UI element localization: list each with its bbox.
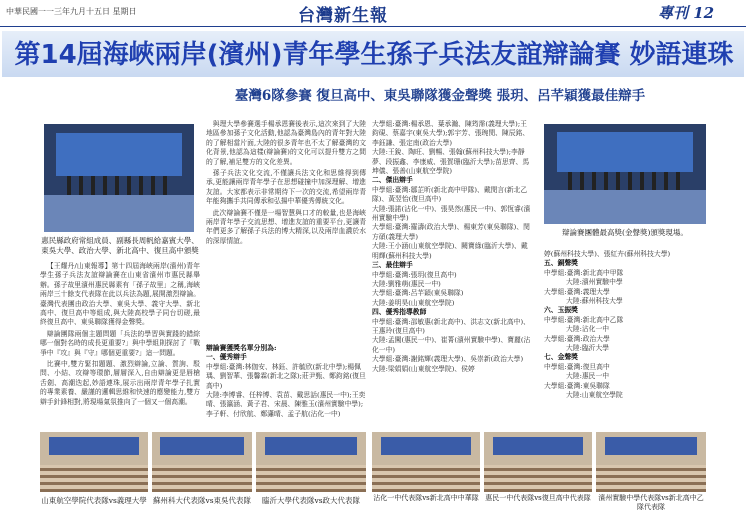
award-entry: 中學組:臺灣:鄒芷昕(新北高中甲隊)、戴閔言(新北乙隊)、黃翌怡(復旦高中): [372, 185, 528, 204]
awards-category: 一、優秀辯手: [206, 353, 247, 362]
photo-audience: [372, 465, 480, 492]
paragraph: 比賽中,雙方緊扣題題、激烈辯論,立論、質詢、駁問、小結、攻辯等環節,層層深入,自由辯論更是唇槍舌劍、高潮迭起,妙語連珠,展示出兩岸青年學子扎實的專業素養、嚴謹的邏輯思維和快速的應變能力,雙方辯手針鋒相對,將現場氣氛推向了一個又一個高潮。: [40, 360, 200, 406]
award-entry: 大學組:臺灣:呂芊穎(東吳聯隊): [372, 289, 464, 298]
photo-match-6: [596, 432, 706, 492]
award-entry: 大陸:濱州實驗中學: [566, 278, 623, 287]
photo-stage: [544, 190, 706, 224]
award-entry: 中學組:臺灣:新北高中甲隊: [544, 268, 624, 277]
awards-category: 七、金聲獎: [544, 353, 578, 362]
photo-match-2: [152, 432, 252, 492]
award-entry: 中學組:臺灣:林伽安、林鈺、許毓欣(新北中學);楊佩瑀、劉智華、張馨霖(新北之隊);莊尹甄、鄭鈞銘(復旦高中): [206, 362, 366, 390]
award-entry: 大陸:王銳、陶旺、劉暢、張翰(蘇州科技大學);李靜夢、段振鑫、李康威、張賀珊(臨沂大學);苗思齊、馬坤儀、張善(山東航空學院): [372, 148, 530, 176]
paragraph: 孫子兵法文化交流,不僅讓兵法文化和思維得到傳承,更能讓兩岸青年學子在思想碰撞中加深理解、增進友誼。大家都表示非常期待下一次的交流,希望兩岸青年能夠攜手共同傳承和弘揚中華優秀傳統文化。: [206, 169, 366, 206]
awards-category: 二、傑出辯手: [372, 176, 413, 185]
photo-audience: [40, 465, 148, 492]
award-entry: 大陸:張諾(沾化一中)、張昊然(惠民一中)、郭恆睿(濱州實驗中學): [372, 204, 531, 223]
award-entry: 大陸:李博睿、任梓博、袁苗、戴思話(惠民一中);王奕晴、張瀛涵、黃子君、宋晨、陳雅玉(濱州實驗中學);李子軒、付欣航、鄭瀟晴、孟子航(沾化一中): [206, 391, 366, 418]
award-entry: 大學組:臺灣:東吳聯隊: [544, 381, 610, 390]
caption-top-right: 辯論賽團體最高獎(金聲獎)頒獎現場。: [562, 228, 688, 237]
award-entry: 中學組:臺灣:新北高中乙隊: [544, 315, 624, 324]
photo-backdrop: [56, 133, 182, 176]
paragraph: 辯論團隊兩個主題問題「兵法的學習與實踐的錯綜哪一個對名時的成長更重要?」與中學組則探討了「戰爭中『攻』與『守』哪個更重要?」這一問題。: [40, 329, 200, 357]
award-entry: 中學組:臺灣:復旦高中: [544, 362, 610, 371]
photo-match-3: [256, 432, 366, 492]
caption-match-6: 濱州實驗中學代表隊vs新北高中乙隊代表隊: [598, 494, 704, 511]
award-entry: 大陸:梁娟娟(山東航空學院)、侯婷: [372, 364, 475, 373]
award-entry: 大陸:孟闖(惠民一中)、崔菁(濱州實驗中學)、寶麗(沾化一中): [372, 336, 531, 354]
award-entry: 大陸:山東航空學院: [566, 391, 623, 400]
photo-award-ceremony: [44, 124, 194, 232]
photo-backdrop: [605, 437, 697, 455]
award-entry: 大陸:臨沂大學: [566, 344, 610, 353]
photo-backdrop: [557, 132, 693, 172]
caption-top-left: 惠民縣政府常組成員、副縣長周帆給嘉賓大學、東吳大學、政治大學、新北高中、復旦高中頒獎: [41, 236, 199, 255]
award-entry: 大陸:姜明昊(山東航空學院): [372, 298, 455, 307]
awards-list-column-3: [372, 120, 532, 432]
photo-audience: [596, 465, 706, 492]
article-column-2: [206, 120, 366, 342]
photo-backdrop: [49, 437, 140, 455]
awards-list-start: [206, 344, 366, 432]
headline: 第14屆海峽兩岸(濱州)青年學生孫子兵法友誼辯論賽 妙語連珠: [14, 40, 734, 70]
photo-backdrop: [493, 437, 584, 455]
section-label: 專刊 12: [658, 4, 715, 22]
photo-backdrop: [160, 437, 244, 455]
photo-audience: [152, 465, 252, 492]
award-entry: 婷(蘇州科技大學)、張紅卉(蘇州科技大學): [544, 250, 671, 258]
awards-category: 六、玉振獎: [544, 306, 578, 315]
photo-audience: [256, 465, 366, 492]
award-entry: 大學組:臺灣:政治大學: [544, 334, 610, 343]
caption-match-2: 蘇州科大代表隊vs東吳代表隊: [152, 496, 252, 505]
caption-match-3: 臨沂大學代表隊vs政大代表隊: [261, 496, 361, 505]
photo-match-5: [484, 432, 592, 492]
photo-match-4: [372, 432, 480, 492]
paragraph: 【王耀丹/山東報導】第十四屆海峽兩岸(濱州)青年學生孫子兵法友誼辯論賽在山東省濱州市惠民縣舉辦。孫子故里濱州惠民縣素有「孫子故里」之稱,海峽兩岸三十餘支代表隊在此以兵法為題,展開激烈辯論。臺灣代表團由政治大學、東吳大學、義守大學、新北高中、復旦高中等組成,與大陸高校學子同台切磋,最終復旦高中、東吳聯隊獲得金聲獎。: [40, 262, 200, 327]
award-entry: 大學組:臺灣:楊承恩、葉承瀚、陳筠霈(義理大學);王鈞硯、蔡嘉宇(東吳大學);郭宇芳、張琬閔、陳辰銘、李鈺謙、張定南(政治大學): [372, 120, 530, 147]
photo-stage: [44, 195, 194, 232]
newspaper-name: 台灣新生報: [298, 6, 388, 26]
awards-list-column-4: [544, 250, 706, 430]
award-entry: 大陸:沾化一中: [566, 325, 610, 334]
awards-category: 四、優秀指導教師: [372, 308, 427, 317]
subheadline: 臺灣6隊參賽 復旦高中、東吳聯隊獲金聲獎 張玥、呂芊穎獲最佳辯手: [234, 88, 646, 104]
paragraph: 與理大學參賽選手楊承恩賽後表示,這次來到了大陸地區參加孫子文化活動,他認為臺灣島內的青年對大陸的了解相當片面,大陸的很多青年也不太了解臺灣的文化背景,他認為這樣(辯論賽)的文化可以提升雙方之間的了解,補足雙方的文化差異。: [206, 120, 366, 166]
award-entry: 大陸:蘇州科技大學: [566, 297, 623, 306]
award-entry: 大學組:臺灣:羅濤(政治大學)、楊東芳(東吳聯隊)、閔方碩(義理大學): [372, 223, 530, 241]
caption-match-1: 山東航空學院代表隊vs義理大學: [41, 496, 147, 505]
award-entry: 中學組:臺灣:張玥(復旦高中): [372, 270, 457, 279]
paragraph: 此次辯論賽不僅是一場智慧與口才的較量,也是海峽兩岸青年學子交流思想、增進友誼的重要平台,更讓青年們更多了解孫子兵法的博大精深,以及兩岸血濃於水的深厚情誼。: [206, 208, 366, 245]
photo-backdrop: [265, 437, 357, 455]
caption-match-4: 沾化一中代表隊vs新北高中中華隊: [373, 494, 479, 502]
article-column-1: [40, 262, 200, 430]
award-entry: 大學組:臺灣:義理大學: [544, 287, 610, 296]
award-entry: 大學組:臺灣:謝銘輝(義理大學)、吳崇新(政治大學): [372, 355, 524, 364]
photo-backdrop: [381, 437, 472, 455]
photo-audience: [484, 465, 592, 492]
photo-gold-award: [544, 124, 706, 224]
photo-match-1: [40, 432, 148, 492]
award-entry: 中學組:臺灣:邵敏惠(新北高中)、洪志文(新北高中)、王惠玲(復旦高中): [372, 317, 530, 335]
issue-date: 中華民國一一三年九月十五日 星期日: [6, 7, 137, 16]
awards-category: 五、銅聲獎: [544, 259, 578, 268]
awards-category: 三、最佳辯手: [372, 261, 413, 270]
award-entry: 大陸:惠民一中: [566, 372, 610, 381]
awards-title: 辯論賽獲獎名單分別為:: [206, 344, 277, 352]
caption-match-5: 惠民一中代表隊vs復旦高中代表隊: [485, 494, 591, 502]
award-entry: 大陸:劉雅萌(惠民一中): [372, 279, 441, 288]
award-entry: 大陸:王小涵(山東航空學院)、闕寶綠(臨沂大學)、戴明輝(蘇州科技大學): [372, 242, 528, 260]
